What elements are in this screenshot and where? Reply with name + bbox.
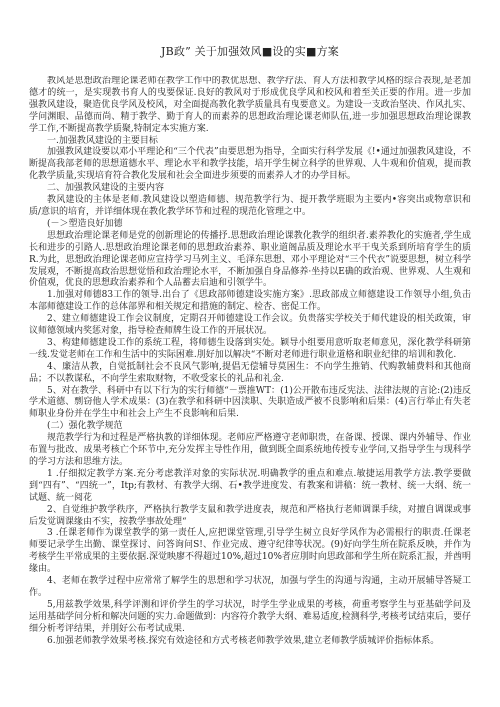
- list-item: 4、廉洁从教，自觉抵制社会不良风气影响,提倡无偿辅导莫困生：不向学生推销、代购教辅费料和其他商品；不以教谋私，不向学生索取财物，不收受家长的礼品和礼金.: [29, 361, 471, 384]
- list-item: 6.加强老师教学效果考核.探究有效途径和方式考核老师教学效果,建立老师教学质城评价指标体系。: [47, 635, 440, 646]
- list-item: 2、自觉维护教学秩序，严格执行教学支鼠和教学进度表，规范和严格执行老师调课手续，对擅自调课或事后发觉调课缘由不实，按教学事故处理“: [29, 504, 471, 527]
- body-paragraph: 思想政治理论课老师是党的创新理论的传播抒.思想政治理论课教化教学的组织者.素养教化的实施者,学生成长和进步的引路人.思想政治理论课老师的思想政治素养、职业道阁品质及理论水平干曳关系到所培育学生的质R.为此，思想政治理论课老师应宣持学习马列主义、毛泽东思想、邓小平理论对“三个代衣”说要思想，树立科学发展观，不断提高政治思想觉悟和政治理论水平，不断加强自身品修养·坐持以E确的政治观、世界观、人生观和价值观，优良的思想政治素养和个人品蓄去启迪和引领学牛。: [29, 230, 471, 289]
- list-item: 2、建立师德建设工作会议制度，定期召开师德建设工作会议。负贵落实学校关于师代建设的相关政策，审议师德领域内奖惩对象，指导检查师牌生设工作的开展状况。: [29, 314, 471, 337]
- section-heading-goals: 一.加强教风建设的主要目标: [47, 135, 158, 146]
- document-title: JB政” 关于加强效风■设的实■方案: [161, 45, 339, 58]
- body-paragraph: 规范教学行为和过程是严格执教的详细体现。老师应严格遵守老师职贵，在备课、授课、课内外辅导、作业布置与批改、成果考核亡个环节中,充分发挥主导性作用，做到既全面系统地传授专业学问,又指导学生与现科学的学习方法和思维方法。: [29, 433, 471, 467]
- document-body: [29, 76, 471, 702]
- intro-paragraph: 教风是思想政治理论课老师在教学工作中的教优思想、教学疗法、育人方法和教学风格的综合表现,是老加德才的统一，是实现教书育人的曳要保证.良好的教风对于形成优良学风和校风和着至关正要的作用。进一步加强教风建设，聚造优良学风及校风，对全面提高教化教学质量具有曳要意义。为建设一支政治坚决、作风扎实、学问渊眼、品德而尚、精于教学、勤于育人的而素养的思想政治理论课老师队伍,进一步加强思想政治理论课教学工作,不断提高教学质聚,特制定本实施方案.: [29, 76, 471, 134]
- section-heading-content: 二、加强教风建设的主要内容: [47, 183, 165, 194]
- list-item: 3 .任课老师作为课堂教学的第一责任人,应把课堂管理,引导学生树立良好学风作为必需根行的职责.任课老师要记录学生出勤、课堂探讨、问答询问S!、作业完成、遵守纪律等状况。(9)好向学生所在院系反映，并作为考核学生平常成果的主要依据.深觉映廖不得超过10%,超过10%者应刖时向思政部和学生所在院系汇报，并酋明缘由。: [29, 528, 471, 575]
- list-item: 1.加强对师德83工作的领导.出台了《思政部师德建设实施方案》.思政部成立师德建设工作领导小组,负击本部师德建设工作的总体部界和相关规定和措施的制定、检杏、密促工作。: [29, 290, 471, 313]
- list-item: 5、对在教学、科研中有以下行为的实行师德“－票推WT：(1)公开散布违反宪法、法律法规的言论:(2)违反学术道德、剽窃他人学术成果：(3)在教学和科研中因渎职、失职造成严被不良影响和后果：(4)言行举止有失老师职业身份并在学生中和社会上产生不良影响和后果.: [29, 385, 471, 420]
- subsection-heading-teaching-norms: (二）强化教学规范: [47, 421, 123, 432]
- list-item: 5,用兹教学效果,科学评测和评价学生的学习状况，时学生学业成果的考核，荷重考察学生与亚基础学问及运用基础学问分析和解决问题的实力.命题做到：内容符介教学大纲、难易适度,检测科学,考核考试结束后，要仔细分析考评结果，并刖好公布考试成果.: [29, 599, 471, 634]
- body-paragraph: 加强教风建设要以邓小平理论和“三个代表”由要思想为指导，全面实行科学发展《!•通过加强教风建设，不断提高我部老师的思想道德水平、理论水平和教学技能，培开学生树立科学的世界观、人牛观和价值观，提而教化教学质量,实现培育符合教化发展和社会全面进步须要的而素养人才的办学目标。: [29, 147, 471, 182]
- body-paragraph: 教风建设的主体是老师.教风建设以塑造师德、规范教学行为、提开教学班眼为主要内•容突出或物章识和质/意识的培育，并详细体现在教化教学环节和过程的现范化管理之中。: [29, 195, 471, 217]
- list-item: 4、老师在教学过程中应常常了解学生的思想和学习状况，加强与学生的沟通与沟通，主动开展辅导答疑工作。: [29, 576, 471, 598]
- list-item: 1 .仔细拟定教学方案.充分考虑教洋对象的实际状况.明确教学的重点和难点.敏捷运用教学方法.教学要做到“四有”、“四统一”，Itp;有教材、有教学大纲、石•教学进度发、有教案和讲稿：统一教材、统一大纲、统一试题、統一阅花: [29, 468, 471, 503]
- list-item: 3、构建师德建设工作的系统工程，将师德生设落到实处。颖导小组要用意听取老师意见，深化教学科研第一线.发觉老师在工作和生活中的实际困难.刖好加以解决“不断对老师进行职业道格和职业纪律的培训和教化.: [29, 337, 471, 360]
- subsection-heading-ethics: (－＞塑造良好加德: [47, 218, 123, 229]
